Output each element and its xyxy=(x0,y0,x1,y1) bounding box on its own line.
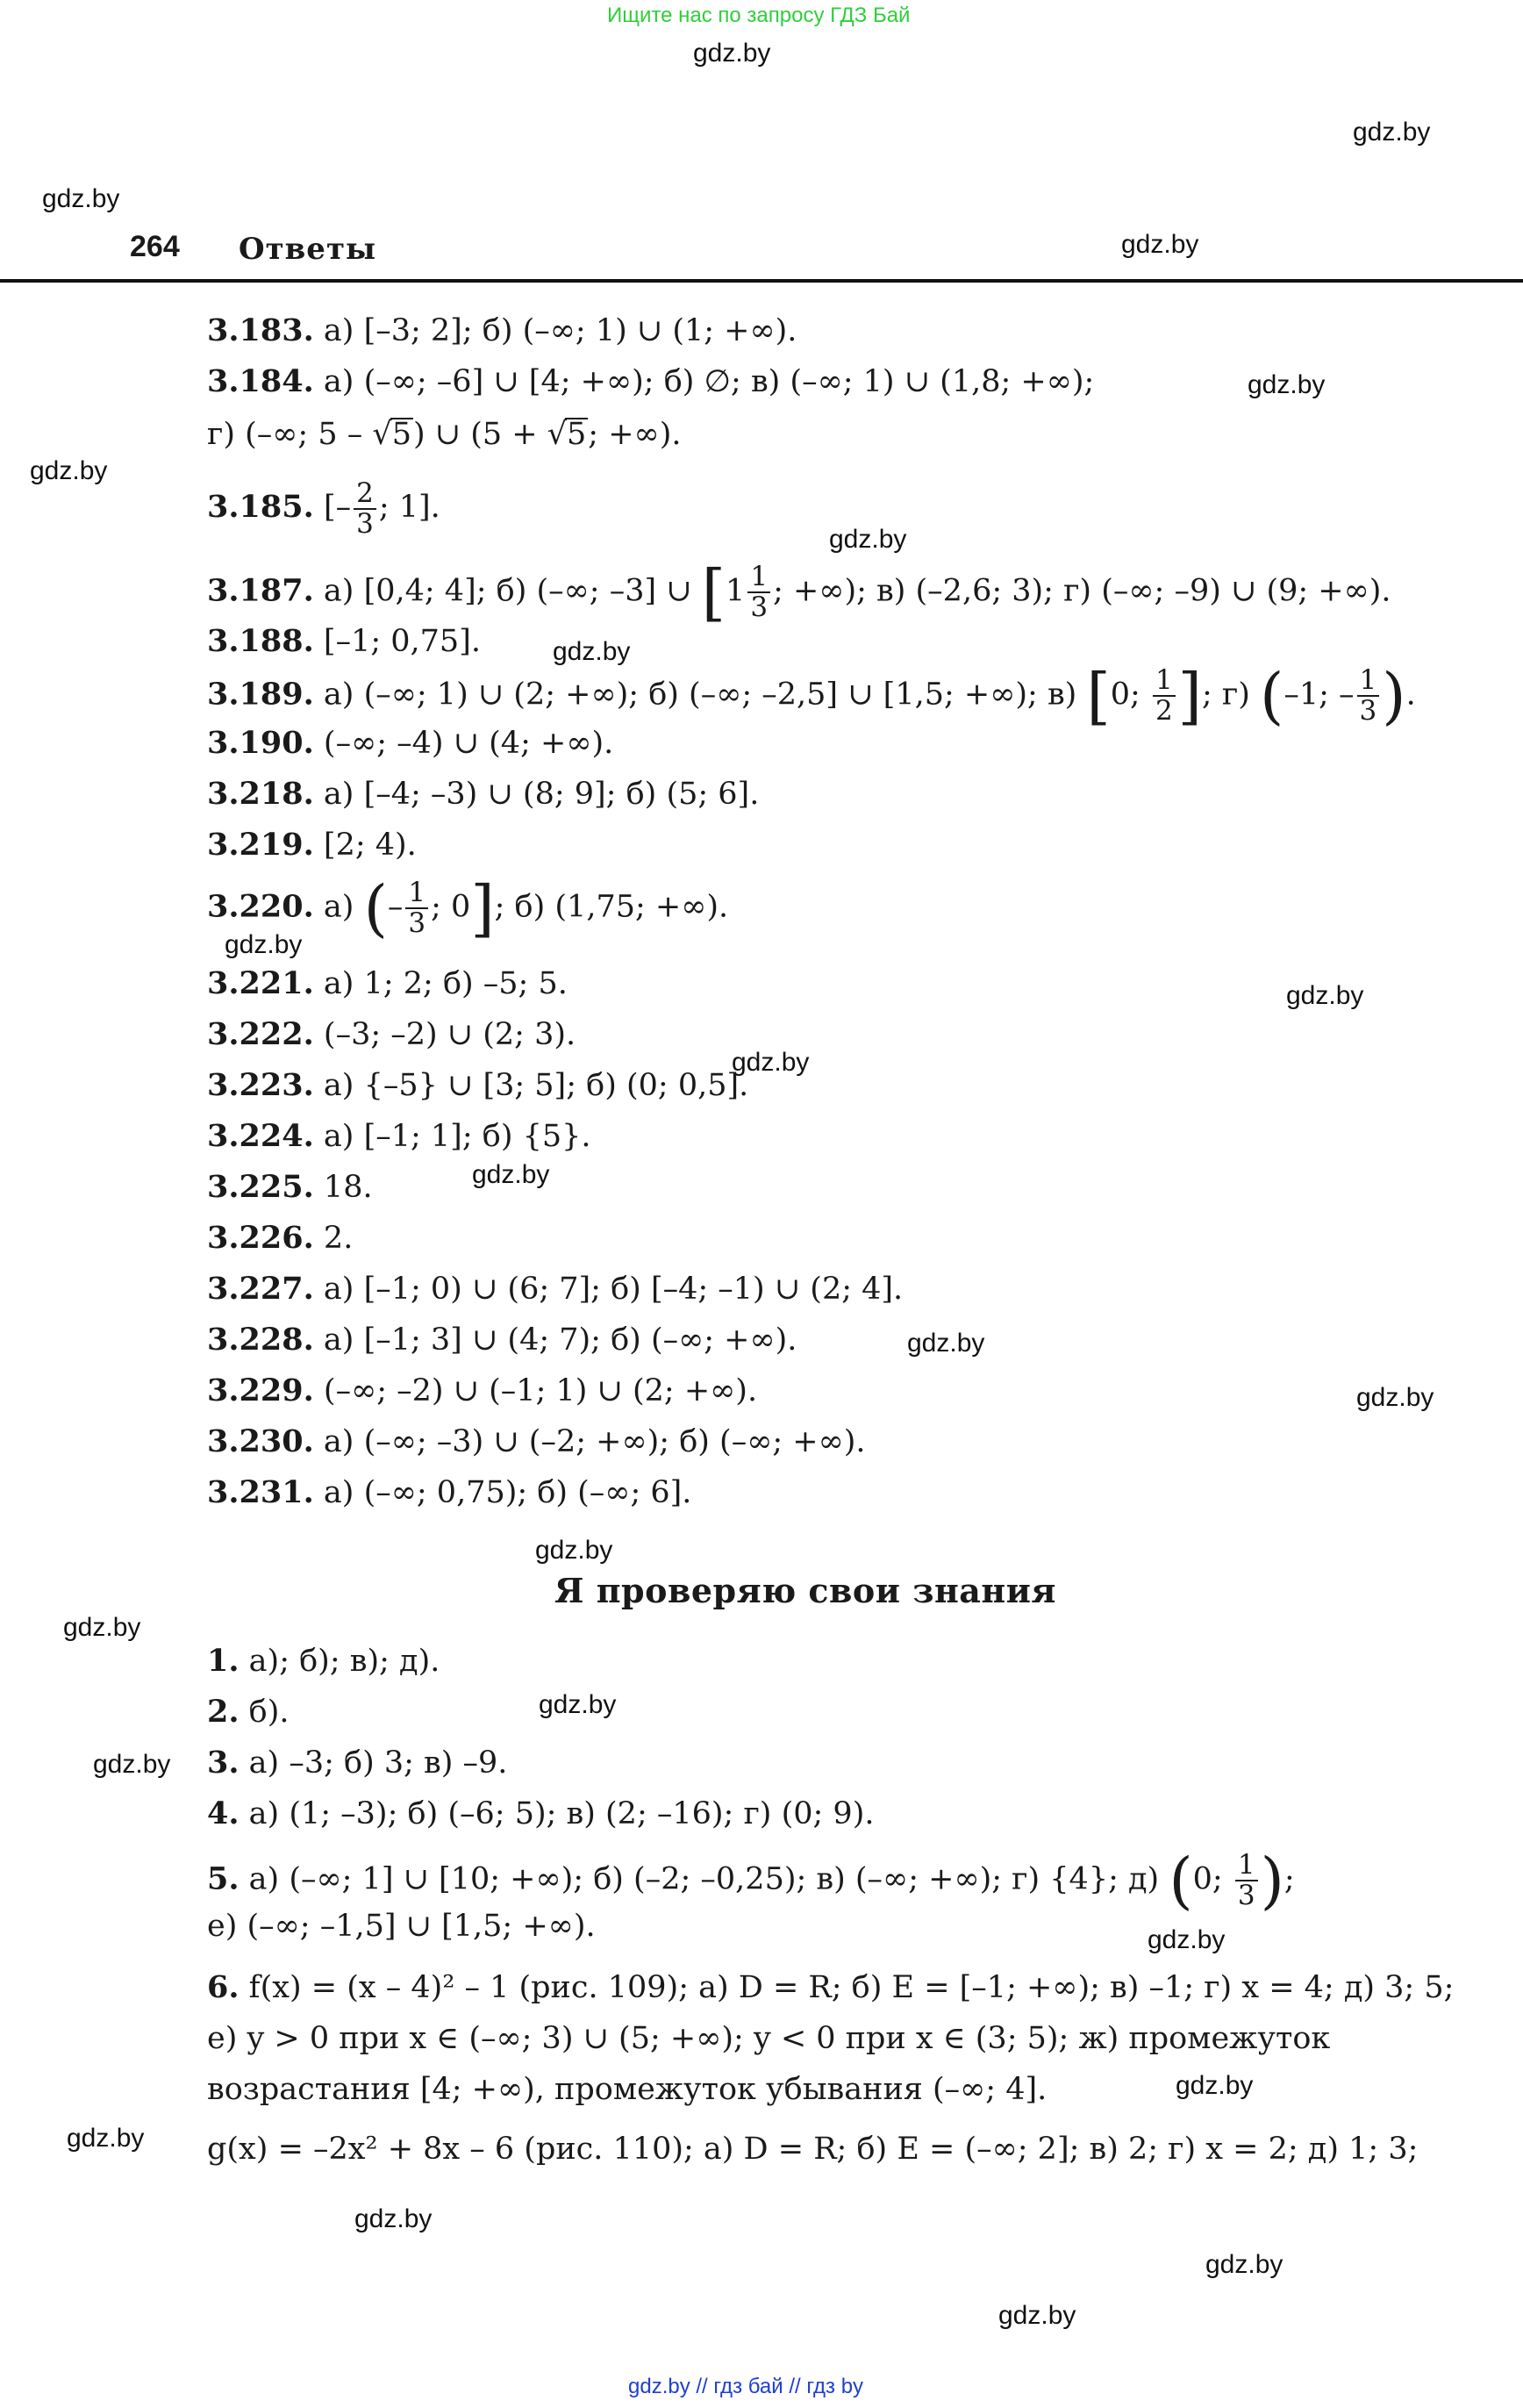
answer-number: 3.221. xyxy=(207,965,314,1001)
answer-line xyxy=(207,623,481,660)
answer-text: f(x) = (x – 4)² – 1 (рис. 109); а) D = R; б) E = [–1; +∞); в) –1; г) x = 4; д) 3; 5; xyxy=(239,1970,1455,2005)
answer-text: 0; xyxy=(1192,1861,1233,1897)
answer-text: ; г) xyxy=(1201,677,1261,713)
answer-text: 2. xyxy=(313,1221,354,1256)
answer-text: а) (–∞; 1] ∪ [10; +∞); б) (–2; –0,25); в) (–∞; +∞); г) {4}; д) xyxy=(239,1861,1169,1897)
answer-text: а) 1; 2; б) –5; 5. xyxy=(313,966,568,1001)
fraction xyxy=(747,563,770,621)
fraction-denominator: 3 xyxy=(1359,695,1377,727)
answer-line xyxy=(207,827,417,864)
watermark: gdz.by xyxy=(1286,981,1364,1010)
watermark: gdz.by xyxy=(1205,2250,1283,2279)
fraction xyxy=(354,479,376,538)
bracket-glyph: ) xyxy=(1382,660,1406,732)
answer-text: а) (–∞; 1) ∪ (2; +∞); б) (–∞; –2,5] ∪ [1,5; +∞); в) xyxy=(313,677,1087,713)
answer-text: –1; – xyxy=(1283,677,1355,713)
answer-text: [–1; 0,75]. xyxy=(313,624,481,659)
fraction xyxy=(1153,666,1176,725)
watermark: gdz.by xyxy=(472,1160,550,1189)
page-number: 264 xyxy=(130,230,180,263)
answer-number: 3.190. xyxy=(207,725,314,761)
answer-line xyxy=(207,1969,1454,2006)
header-rule xyxy=(0,279,1523,283)
answer-text: а) (1; –3); б) (–6; 5); в) (2; –16); г) (0; 9). xyxy=(239,1796,875,1831)
fraction-denominator: 3 xyxy=(1237,1880,1255,1911)
watermark: gdz.by xyxy=(30,456,108,485)
fraction-numerator: 1 xyxy=(1235,1851,1258,1881)
bracket-glyph: ] xyxy=(1177,660,1202,732)
answer-line xyxy=(207,965,568,1002)
answer-text: а) (–∞; –6] ∪ [4; +∞); б) ∅; в) (–∞; 1) ∪ (1,8; +∞); xyxy=(313,364,1095,399)
fraction-denominator: 3 xyxy=(750,591,769,623)
answer-line xyxy=(207,416,681,453)
answer-text: (–∞; –4) ∪ (4; +∞). xyxy=(313,726,614,761)
answer-text: (–∞; 5 – xyxy=(245,417,373,452)
fraction xyxy=(1235,1851,1258,1910)
fraction-denominator: 3 xyxy=(408,907,426,939)
answer-text: а) (–∞; –3) ∪ (–2; +∞); б) (–∞; +∞). xyxy=(313,1424,866,1459)
answer-number: 3.225. xyxy=(207,1169,314,1205)
answer-number: 3.219. xyxy=(207,827,314,863)
answer-number: 4. xyxy=(207,1795,240,1831)
answer-line xyxy=(207,1169,373,1206)
answer-text: ) ∪ (5 + xyxy=(412,417,547,452)
answer-line xyxy=(207,1845,1295,1917)
watermark: gdz.by xyxy=(42,184,120,213)
answer-line xyxy=(207,725,613,762)
fraction-numerator: 1 xyxy=(747,563,770,593)
answer-text: [– xyxy=(323,490,352,526)
answer-text: 18. xyxy=(313,1170,373,1205)
watermark: gdz.by xyxy=(67,2124,145,2153)
answer-text: ; +∞). xyxy=(588,417,682,452)
answer-text: ; xyxy=(1283,1861,1295,1897)
answer-text: б). xyxy=(239,1695,290,1730)
answer-text: (–∞; –2) ∪ (–1; 1) ∪ (2; +∞). xyxy=(313,1373,758,1408)
answer-text: ; 0 xyxy=(431,889,471,925)
watermark: gdz.by xyxy=(907,1329,985,1358)
bracket-glyph: [ xyxy=(1086,660,1111,732)
answer-line xyxy=(207,1643,440,1680)
watermark: gdz.by xyxy=(732,1048,810,1077)
fraction-denominator: 3 xyxy=(356,507,374,540)
answer-number: 1. xyxy=(207,1643,240,1679)
answer-text: а) [–4; –3) ∪ (8; 9]; б) (5; 6]. xyxy=(313,777,760,812)
answer-text: е) (–∞; –1,5] ∪ [1,5; +∞). xyxy=(207,1909,596,1944)
answer-number: 3.183. xyxy=(207,312,314,348)
watermark: gdz.by xyxy=(1353,118,1431,147)
answer-line xyxy=(207,1423,866,1460)
answer-line xyxy=(207,1795,874,1832)
answer-line xyxy=(207,312,797,349)
answer-text: g(x) = –2x² + 8x – 6 (рис. 110); а) D = R; б) E = (–∞; 2]; в) 2; г) x = 2; д) 1; 3; xyxy=(207,2132,1419,2167)
answer-text: е) y > 0 при x ∈ (–∞; 3) ∪ (5; +∞); y < 0 при x ∈ (3; 5); ж) промежуток xyxy=(207,2021,1331,2056)
answer-line xyxy=(207,1372,757,1409)
answer-number: 3.187. xyxy=(207,572,314,609)
mixed-whole: 1 xyxy=(726,573,746,609)
watermark: gdz.by xyxy=(1248,370,1326,399)
answer-number: 3.184. xyxy=(207,363,314,399)
answer-line xyxy=(207,1067,748,1104)
answer-line xyxy=(207,660,1416,732)
answer-number: 3.230. xyxy=(207,1423,314,1459)
answer-text: – xyxy=(387,889,404,925)
answer-line xyxy=(207,1118,591,1155)
answer-text: а) {–5} ∪ [3; 5]; б) (0; 0,5]. xyxy=(313,1068,749,1103)
answer-line xyxy=(207,363,1094,400)
bracket-glyph: ) xyxy=(1260,1845,1284,1917)
answer-text: а) [–1; 0) ∪ (6; 7]; б) [–4; –1) ∪ (2; 4]. xyxy=(313,1272,904,1307)
watermark: gdz.by xyxy=(225,930,303,959)
answer-line xyxy=(207,2020,1330,2057)
answer-line xyxy=(207,1220,353,1257)
answer-text: а); б); в); д). xyxy=(239,1644,440,1679)
answer-text: а) [–1; 3] ∪ (4; 7); б) (–∞; +∞). xyxy=(313,1322,797,1358)
answer-line xyxy=(207,1016,576,1053)
answer-line xyxy=(207,1745,507,1781)
answer-number: 3.185. xyxy=(207,489,314,526)
answer-text: а) [–3; 2]; б) (–∞; 1) ∪ (1; +∞). xyxy=(313,313,797,348)
footer-links: gdz.by // гдз бай // гдз by xyxy=(628,2375,864,2398)
answer-text: 0; xyxy=(1110,677,1150,713)
section-title: Я проверяю свои знания xyxy=(554,1571,1056,1610)
answer-text: а) xyxy=(313,889,364,925)
answer-line xyxy=(207,479,440,538)
watermark: gdz.by xyxy=(1356,1383,1434,1412)
answer-text: а) –3; б) 3; в) –9. xyxy=(239,1745,508,1781)
answer-number: 3.223. xyxy=(207,1067,314,1103)
watermark: gdz.by xyxy=(354,2204,433,2233)
watermark: gdz.by xyxy=(553,637,631,666)
watermark: gdz.by xyxy=(1176,2071,1254,2100)
answer-text: . xyxy=(1405,677,1416,713)
watermark: gdz.by xyxy=(539,1690,617,1719)
answer-number: 5. xyxy=(207,1860,240,1897)
answer-text: [2; 4). xyxy=(313,828,417,863)
answer-line xyxy=(207,1694,290,1731)
top-banner: Ищите нас по запросу ГДЗ Бай xyxy=(607,4,911,27)
watermark: gdz.by xyxy=(1148,1925,1226,1954)
answer-line xyxy=(207,1474,691,1511)
answer-number: 3.218. xyxy=(207,776,314,812)
answer-text: (–3; –2) ∪ (2; 3). xyxy=(313,1017,576,1052)
answer-text: а) [–1; 1]; б) {5}. xyxy=(313,1119,591,1154)
bracket-glyph: [ xyxy=(701,556,726,628)
answer-number: 3.229. xyxy=(207,1372,314,1408)
answer-number: 6. xyxy=(207,1969,240,2005)
bracket-glyph: ( xyxy=(363,872,388,944)
running-head: Ответы xyxy=(239,232,377,267)
answer-line xyxy=(207,2071,1047,2108)
sqrt-sign: √ xyxy=(372,417,392,452)
watermark: gdz.by xyxy=(693,39,771,68)
answer-text: ; б) (1,75; +∞). xyxy=(494,889,729,925)
answer-number: 3.227. xyxy=(207,1271,314,1307)
answer-number: 3.224. xyxy=(207,1118,314,1154)
watermark: gdz.by xyxy=(63,1613,141,1642)
fraction xyxy=(405,878,428,937)
watermark: gdz.by xyxy=(93,1750,171,1779)
answer-number: 3.220. xyxy=(207,888,314,925)
answer-number: 3. xyxy=(207,1745,240,1781)
answer-number: 3.228. xyxy=(207,1322,314,1358)
answer-line xyxy=(207,2131,1418,2168)
answer-line xyxy=(207,776,759,813)
fraction-denominator: 2 xyxy=(1155,695,1173,727)
answer-number: 3.189. xyxy=(207,676,314,713)
bracket-glyph: ( xyxy=(1260,660,1284,732)
answer-number: 3.222. xyxy=(207,1016,314,1052)
watermark: gdz.by xyxy=(829,525,907,554)
answer-line xyxy=(207,1908,596,1945)
answer-number: 2. xyxy=(207,1694,240,1730)
fraction-numerator: 1 xyxy=(405,878,428,909)
answer-text: ; +∞); в) (–2,6; 3); г) (–∞; –9) ∪ (9; +∞). xyxy=(773,573,1391,609)
fraction-numerator: 1 xyxy=(1153,666,1176,697)
answer-text: возрастания [4; +∞), промежуток убывания (–∞; 4]. xyxy=(207,2072,1048,2107)
watermark: gdz.by xyxy=(535,1536,613,1565)
answer-line xyxy=(207,1322,797,1358)
fraction-numerator: 1 xyxy=(1357,666,1380,697)
watermark: gdz.by xyxy=(998,2301,1076,2330)
answer-line xyxy=(207,1271,903,1308)
answer-number: 3.188. xyxy=(207,623,314,659)
sqrt-radicand: 5 xyxy=(567,417,587,452)
answer-line xyxy=(207,872,729,944)
bracket-glyph: ( xyxy=(1169,1845,1193,1917)
answer-text: а) (–∞; 0,75); б) (–∞; 6]. xyxy=(313,1475,692,1510)
sqrt-sign: √ xyxy=(547,417,568,452)
answer-text: а) [0,4; 4]; б) (–∞; –3] ∪ xyxy=(313,573,702,609)
fraction xyxy=(1357,666,1380,725)
watermark: gdz.by xyxy=(1121,230,1199,259)
answer-text: г) xyxy=(207,417,246,452)
answer-number: 3.226. xyxy=(207,1220,314,1256)
sqrt-radicand: 5 xyxy=(391,417,411,452)
answer-line xyxy=(207,556,1391,628)
answer-text: ; 1]. xyxy=(378,490,440,526)
fraction-numerator: 2 xyxy=(354,479,376,510)
answer-number: 3.231. xyxy=(207,1474,314,1510)
bracket-glyph: ] xyxy=(470,872,495,944)
